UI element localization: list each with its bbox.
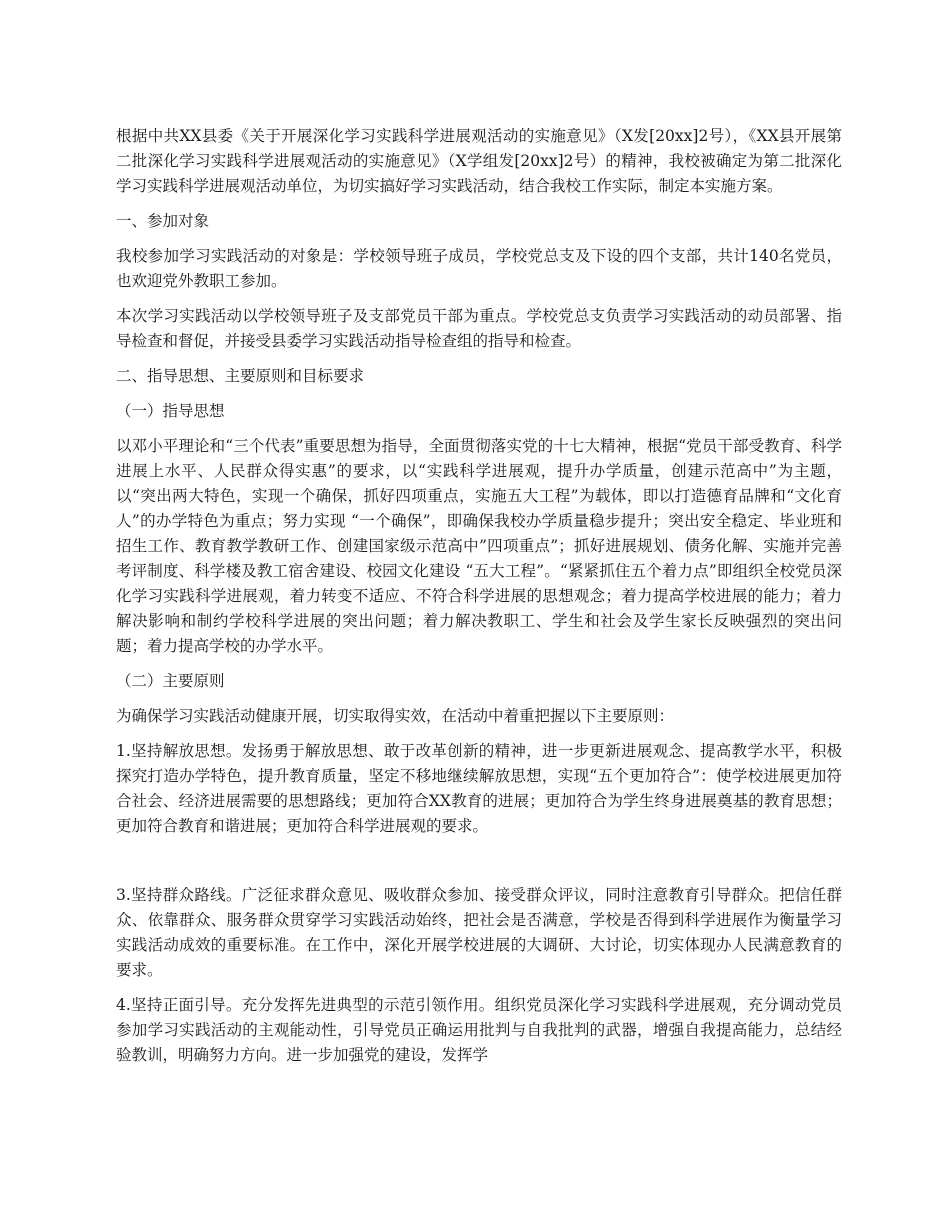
- section-heading-participants: 一、参加对象: [116, 212, 210, 230]
- section-heading-guidance: 二、指导思想、主要原则和目标要求: [116, 367, 365, 385]
- intro-paragraph: 根据中共XX县委《关于开展深化学习实践科学进展观活动的实施意见》（X发[20xx]2号），《XX县开展第二批深化学习实践科学进展观活动的实施意见》（X学组发[20xx]2号）的精神，我校被确定为第二批深化学习实践科学进展观活动单位，为切实搞好学习实践活动，结合我校工作实际，制定本实施方案。: [116, 127, 842, 195]
- subsection-heading-guiding-thought: （一）指导思想: [116, 402, 225, 420]
- subsection-heading-principles: （二）主要原则: [116, 672, 225, 690]
- principle-1-paragraph: 1.坚持解放思想。发扬勇于解放思想、敢于改革创新的精神，进一步更新进展观念、提高教学水平，积极探究打造办学特色，提升教育质量，坚定不移地继续解放思想，实现“五个更加符合”：使学校进展更加符合社会、经济进展需要的思想路线；更加符合XX教育的进展；更加符合为学生终身进展奠基的教育思想；更加符合教育和谐进展；更加符合科学进展观的要求。: [116, 742, 842, 835]
- focus-paragraph: 本次学习实践活动以学校领导班子及支部党员干部为重点。学校党总支负责学习实践活动的动员部署、指导检查和督促，并接受县委学习实践活动指导检查组的指导和检查。: [116, 307, 842, 350]
- guiding-thought-paragraph: 以邓小平理论和“三个代表”重要思想为指导，全面贯彻落实党的十七大精神，根据“党员干部受教育、科学进展上水平、人民群众得实惠”的要求，以“实践科学进展观，提升办学质量，创建示范高中”为主题，以“突出两大特色，实现一个确保，抓好四项重点，实施五大工程”为载体，即以打造德育品牌和“文化育人”的办学特色为重点；努力实现 “一个确保”，即确保我校办学质量稳步提升；突出安全稳定、毕业班和招生工作、教育教学教研工作、创建国家级示范高中”四项重点”；抓好进展规划、债务化解、实施并完善考评制度、科学楼及教工宿舍建设、校园文化建设 “五大工程”。“紧紧抓住五个着力点”即组织全校党员深化学习实践科学进展观，着力转变不适应、不符合科学进展的思想观念；着力提高学校进展的能力；着力解决影响和制约学校科学进展的突出问题；着力解决教职工、学生和社会及学生家长反映强烈的突出问题；着力提高学校的办学水平。: [116, 437, 842, 655]
- principle-3-paragraph: 3.坚持群众路线。广泛征求群众意见、吸收群众参加、接受群众评议，同时注意教育引导群众。把信任群众、依靠群众、服务群众贯穿学习实践活动始终，把社会是否满意，学校是否得到科学进展作为衡量学习实践活动成效的重要标准。在工作中，深化开展学校进展的大调研、大讨论，切实体现办人民满意教育的要求。: [116, 886, 842, 979]
- blank-gap: [116, 849, 842, 883]
- participants-paragraph: 我校参加学习实践活动的对象是：学校领导班子成员，学校党总支及下设的四个支部，共计140名党员，也欢迎党外教职工参加。: [116, 247, 842, 290]
- principles-intro-paragraph: 为确保学习实践活动健康开展，切实取得实效，在活动中着重把握以下主要原则：: [116, 707, 675, 725]
- document-body: [116, 124, 842, 1078]
- principle-4-paragraph: 4.坚持正面引导。充分发挥先进典型的示范引领作用。组织党员深化学习实践科学进展观，充分调动党员参加学习实践活动的主观能动性，引导党员正确运用批判与自我批判的武器，增强自我提高能力，总结经验教训，明确努力方向。进一步加强党的建设，发挥学: [116, 996, 842, 1064]
